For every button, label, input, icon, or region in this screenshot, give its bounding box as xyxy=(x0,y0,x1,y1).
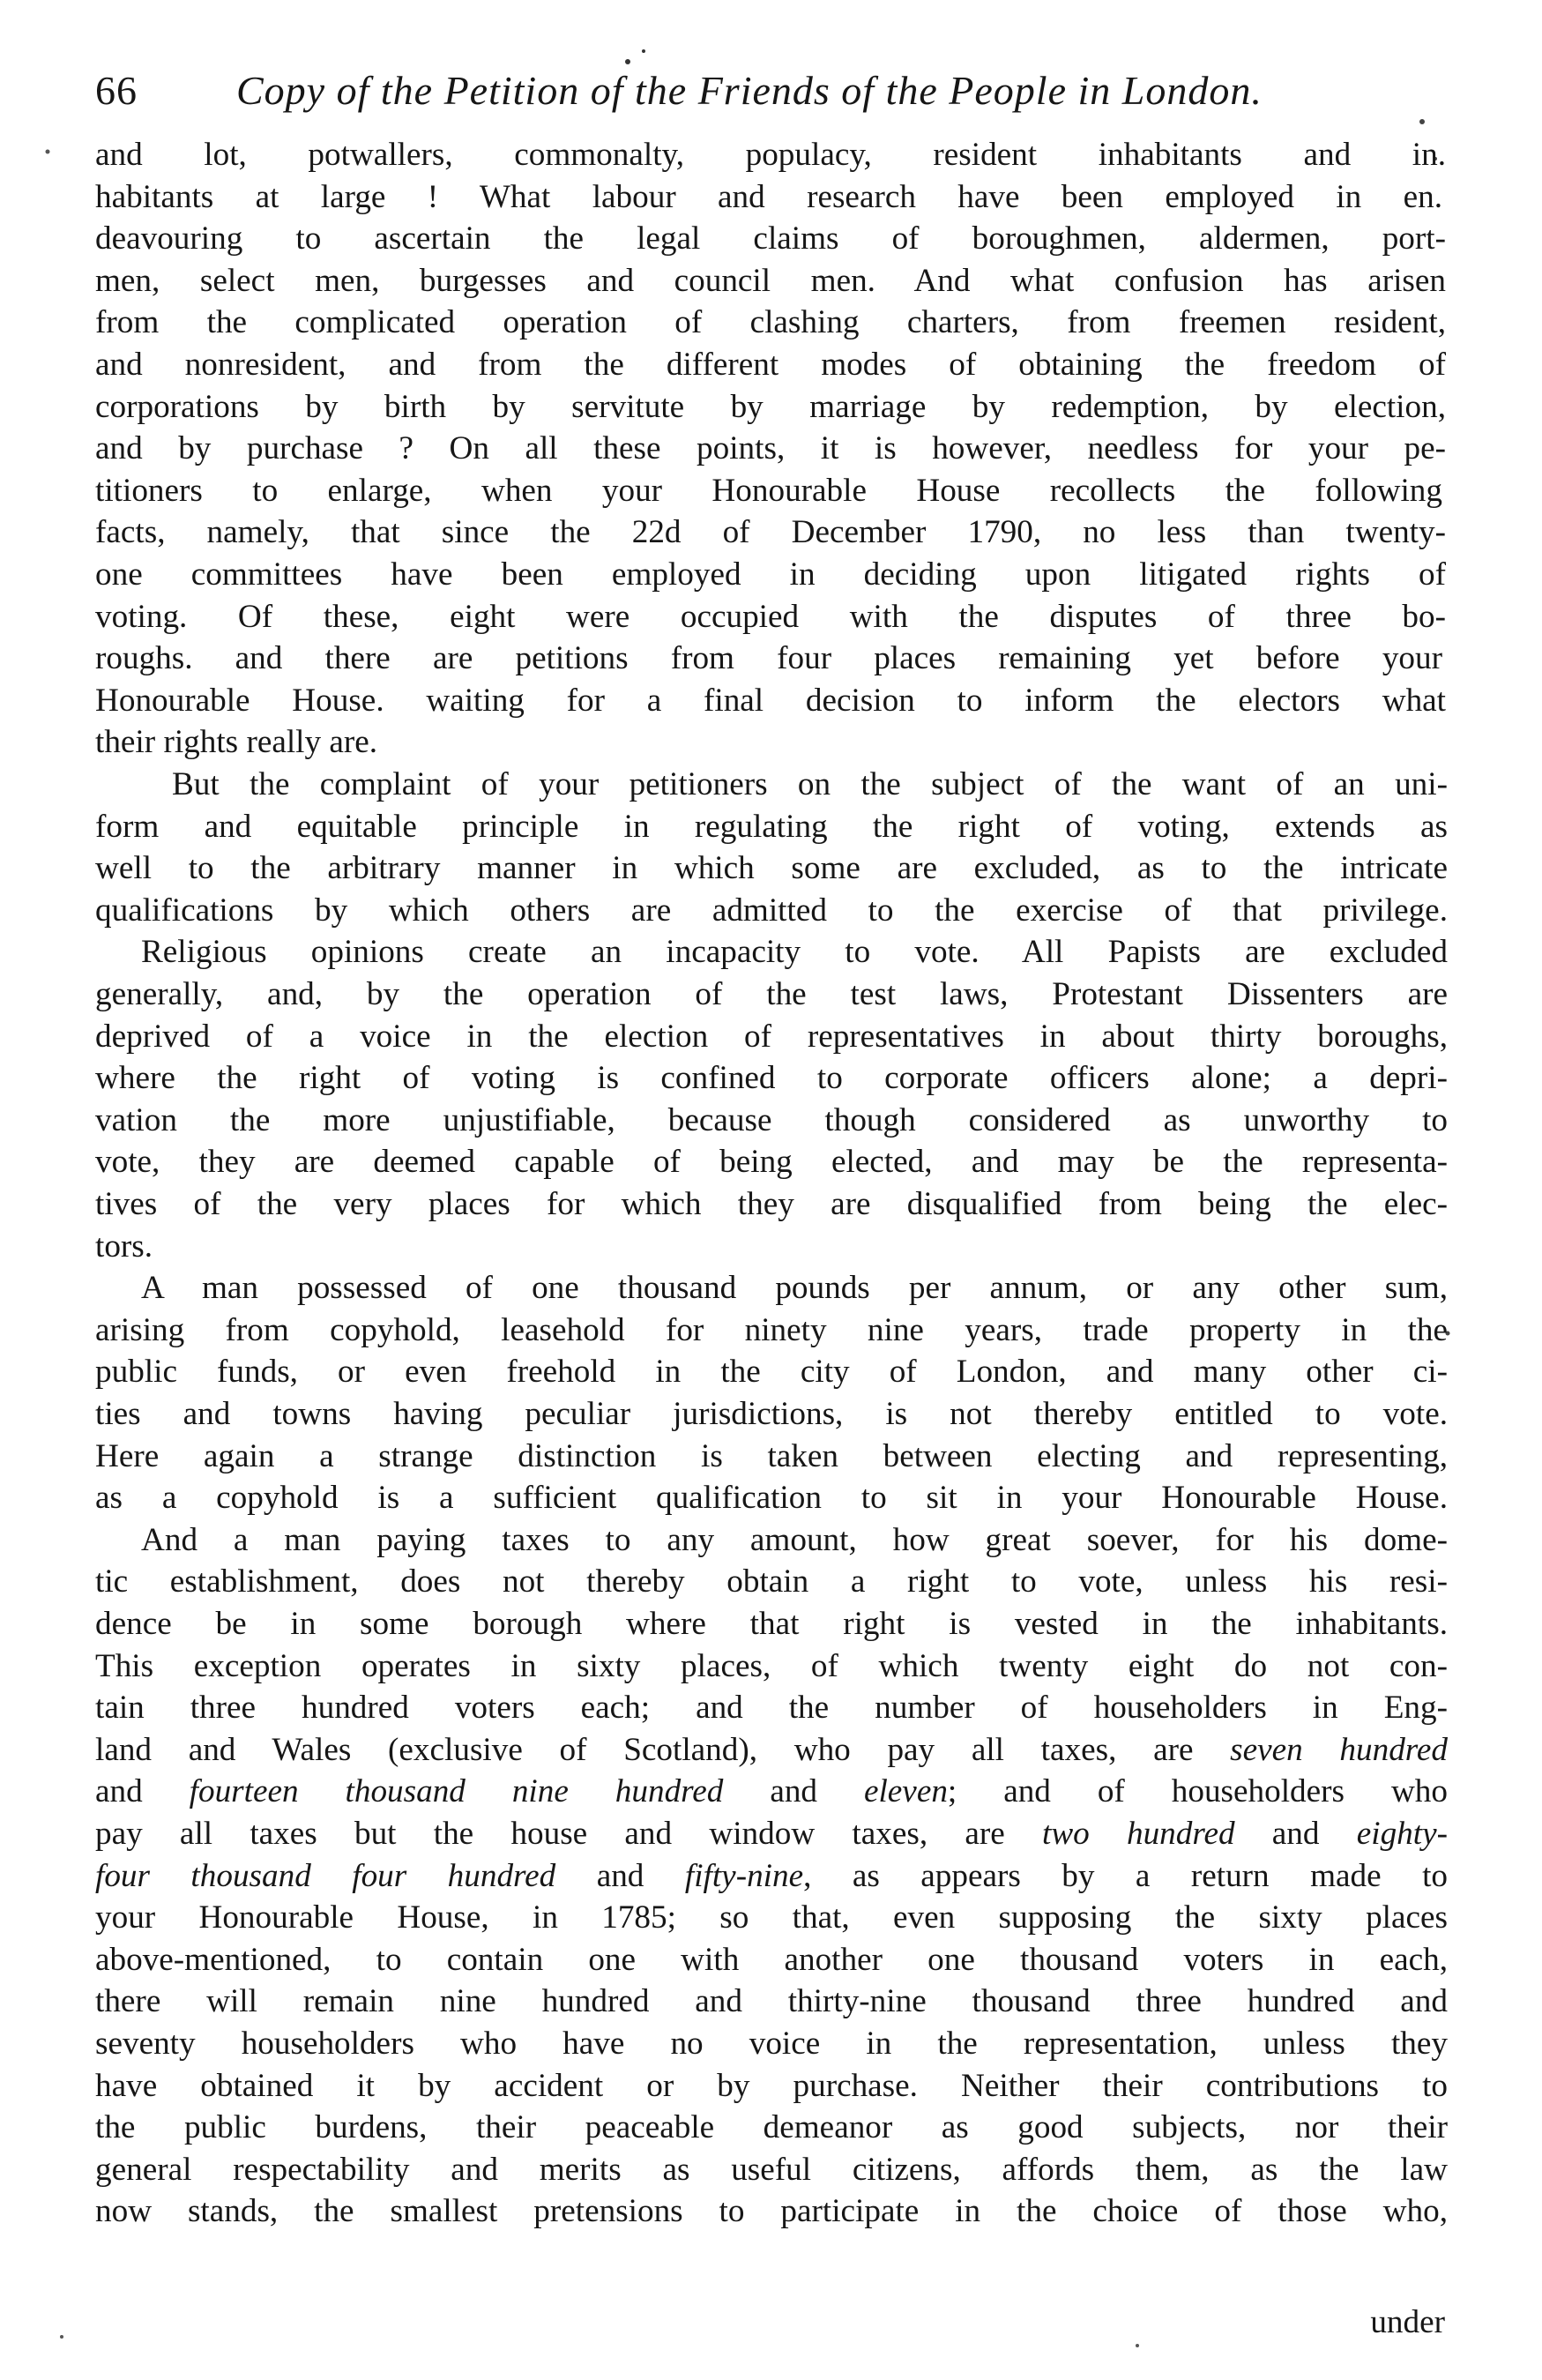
text-segment: form and equitable principle in regulating the right of voting, extends as xyxy=(95,808,1448,845)
text-segment: arising from copyhold, leasehold for ninety nine years, trade property in the xyxy=(95,1311,1448,1348)
text-line xyxy=(95,1141,1448,1183)
text-line xyxy=(95,1561,1448,1602)
text-segment: generally, and, by the operation of the test laws, Protestant Dissenters are xyxy=(95,976,1448,1012)
text-segment: the public burdens, their peaceable demeanor as good subjects, nor their xyxy=(95,2109,1448,2146)
text-segment: pay all taxes but the house and window taxes, are xyxy=(95,1816,1043,1852)
text-line xyxy=(95,302,1446,343)
text-line xyxy=(95,554,1446,595)
text-line xyxy=(95,1016,1448,1057)
text-segment: facts, namely, that since the 22d of December 1790, no less than twenty- xyxy=(95,514,1446,551)
text-line xyxy=(141,1267,1448,1309)
text-segment: public funds, or even freehold in the city of London, and many other ci- xyxy=(95,1354,1448,1391)
text-line xyxy=(95,1813,1448,1854)
text-segment: from the complicated operation of clashing charters, from freemen resident, xyxy=(95,304,1446,341)
text-line xyxy=(95,1436,1448,1477)
text-line xyxy=(95,344,1446,385)
text-line xyxy=(95,1603,1448,1645)
text-line xyxy=(95,1687,1448,1728)
text-line xyxy=(95,847,1448,889)
text-segment: But the complaint of your petitioners on the subject of the want of an uni- xyxy=(172,766,1448,802)
text-line xyxy=(95,974,1448,1015)
text-segment: voting. Of these, eight were occupied with the disputes of three bo- xyxy=(95,598,1446,635)
text-segment: deavouring to ascertain the legal claims of boroughmen, aldermen, port- xyxy=(95,220,1446,257)
text-line xyxy=(95,1939,1448,1981)
text-segment: A man possessed of one thousand pounds per annum, or any other sum, xyxy=(141,1270,1448,1307)
text-line xyxy=(95,386,1446,428)
text-line xyxy=(95,1393,1448,1435)
text-segment: Religious opinions create an incapacity to vote. All Papists are excluded xyxy=(141,934,1448,971)
text-segment: This exception operates in sixty places, of which twenty eight do not con- xyxy=(95,1647,1448,1684)
text-segment: seventy householders who have no voice in the representation, unless they xyxy=(95,2026,1448,2062)
italic-text-segment: seven hundred xyxy=(1230,1731,1448,1768)
text-line xyxy=(95,1645,1448,1687)
text-segment: and xyxy=(1234,1816,1357,1852)
text-line xyxy=(95,1477,1448,1518)
text-segment: your Honourable House, in 1785; so that, even supposing the sixty places xyxy=(95,1899,1448,1936)
page-number: 66 xyxy=(95,68,138,113)
text-segment: where the right of voting is confined to corporate officers alone; a depri- xyxy=(95,1060,1448,1097)
text-line xyxy=(95,1057,1448,1099)
text-segment: general respectability and merits as useful citizens, affords them, as the law xyxy=(95,2151,1448,2188)
text-segment: tic establishment, does not thereby obtain a right to vote, unless his resi- xyxy=(95,1563,1448,1600)
text-segment: now stands, the smallest pretensions to participate in the choice of those who, xyxy=(95,2193,1448,2230)
text-line xyxy=(95,511,1446,553)
text-segment: tors. xyxy=(95,1227,153,1265)
text-line xyxy=(95,2190,1448,2232)
text-line xyxy=(141,931,1448,973)
text-segment: and by purchase ? On all these points, it is however, needless for your pe- xyxy=(95,430,1446,467)
text-line xyxy=(95,1309,1448,1351)
text-line xyxy=(95,260,1446,302)
text-segment: tain three hundred voters each; and the number of householders in Eng- xyxy=(95,1690,1448,1727)
text-segment: roughs. and there are petitions from four places remaining yet before your xyxy=(95,640,1442,677)
text-segment: men, select men, burgesses and council men. And what confusion has arisen xyxy=(95,262,1446,299)
text-segment: and xyxy=(95,1773,190,1810)
text-line xyxy=(141,1519,1448,1561)
text-line xyxy=(95,428,1446,469)
text-line xyxy=(95,1981,1448,2022)
text-line xyxy=(95,2065,1448,2107)
italic-text-segment: fifty-nine xyxy=(684,1857,804,1894)
text-line xyxy=(95,1897,1448,1938)
text-segment: , as appears by a return made to xyxy=(803,1857,1449,1894)
text-segment: and xyxy=(555,1857,685,1894)
text-segment: and xyxy=(723,1773,864,1810)
catchword: under xyxy=(1370,2304,1445,2340)
text-segment: corporations by birth by servitute by marriage by redemption, by election, xyxy=(95,388,1446,425)
text-segment: And a man paying taxes to any amount, how great soever, for his dome- xyxy=(141,1521,1448,1558)
text-line xyxy=(95,890,1448,931)
text-line xyxy=(172,764,1448,805)
text-segment: there will remain nine hundred and thirty-nine thousand three hundred and xyxy=(95,1983,1448,2020)
text-segment: habitants at large ! What labour and research have been employed in en. xyxy=(95,178,1442,215)
text-segment: vation the more unjustifiable, because though considered as unworthy to xyxy=(95,1101,1448,1138)
text-line xyxy=(95,1771,1448,1812)
text-segment: deprived of a voice in the election of representatives in about thirty boroughs, xyxy=(95,1018,1448,1055)
text-segment: dence be in some borough where that right is vested in the inhabitants. xyxy=(95,1606,1448,1642)
text-line xyxy=(95,1855,1448,1897)
text-line xyxy=(95,1729,1448,1771)
text-line xyxy=(95,680,1446,721)
running-header xyxy=(95,67,1471,129)
text-line xyxy=(95,2023,1448,2064)
text-line xyxy=(95,1183,1448,1225)
text-segment: Here again a strange distinction is taken between electing and representing, xyxy=(95,1437,1448,1474)
text-segment: tives of the very places for which they are disqualified from being the elec- xyxy=(95,1186,1448,1222)
text-line xyxy=(95,1100,1448,1141)
text-segment: well to the arbitrary manner in which some are excluded, as to the intricate xyxy=(95,850,1448,887)
text-segment: titioners to enlarge, when your Honourable House recollects the following xyxy=(95,472,1442,509)
text-line xyxy=(95,1226,153,1267)
text-segment: qualifications by which others are admitted to the exercise of that privilege. xyxy=(95,892,1448,929)
text-line xyxy=(95,2107,1448,2148)
text-segment: one committees have been employed in deciding upon litigated rights of xyxy=(95,556,1446,593)
text-line xyxy=(95,596,1446,638)
text-segment: Honourable House. waiting for a final decision to inform the electors what xyxy=(95,682,1446,719)
italic-text-segment: four thousand four hundred xyxy=(95,1857,556,1894)
text-line xyxy=(95,1351,1448,1392)
text-line xyxy=(95,638,1442,679)
text-segment: ties and towns having peculiar jurisdictions, is not thereby entitled to vote. xyxy=(95,1396,1448,1432)
text-segment: have obtained it by accident or by purchase. Neither their contributions to xyxy=(95,2067,1448,2104)
text-segment: land and Wales (exclusive of Scotland), who pay all taxes, are xyxy=(95,1731,1231,1768)
text-segment: and nonresident, and from the different modes of obtaining the freedom of xyxy=(95,347,1446,383)
text-line xyxy=(95,134,1446,175)
running-title: Copy of the Petition of the Friends of the People in London. xyxy=(236,68,1263,113)
text-line xyxy=(95,2149,1448,2190)
text-line xyxy=(95,218,1446,259)
italic-text-segment: eleven xyxy=(863,1773,948,1810)
text-line xyxy=(95,721,377,763)
italic-text-segment: two hundred xyxy=(1042,1816,1235,1852)
text-segment: above-mentioned, to contain one with another one thousand voters in each, xyxy=(95,1941,1448,1978)
italic-text-segment: eighty- xyxy=(1356,1816,1448,1852)
italic-text-segment: fourteen thousand nine hundred xyxy=(189,1773,724,1810)
text-segment: and lot, potwallers, commonalty, populacy, resident inhabitants and in. xyxy=(95,137,1446,173)
text-line xyxy=(95,470,1442,511)
text-segment: vote, they are deemed capable of being elected, and may be the representa- xyxy=(95,1144,1448,1181)
text-segment: ; and of householders who xyxy=(947,1773,1448,1810)
text-line xyxy=(95,806,1448,847)
text-line xyxy=(95,176,1442,218)
text-segment: as a copyhold is a sufficient qualification to sit in your Honourable House. xyxy=(95,1480,1448,1517)
text-segment: their rights really are. xyxy=(95,724,378,761)
